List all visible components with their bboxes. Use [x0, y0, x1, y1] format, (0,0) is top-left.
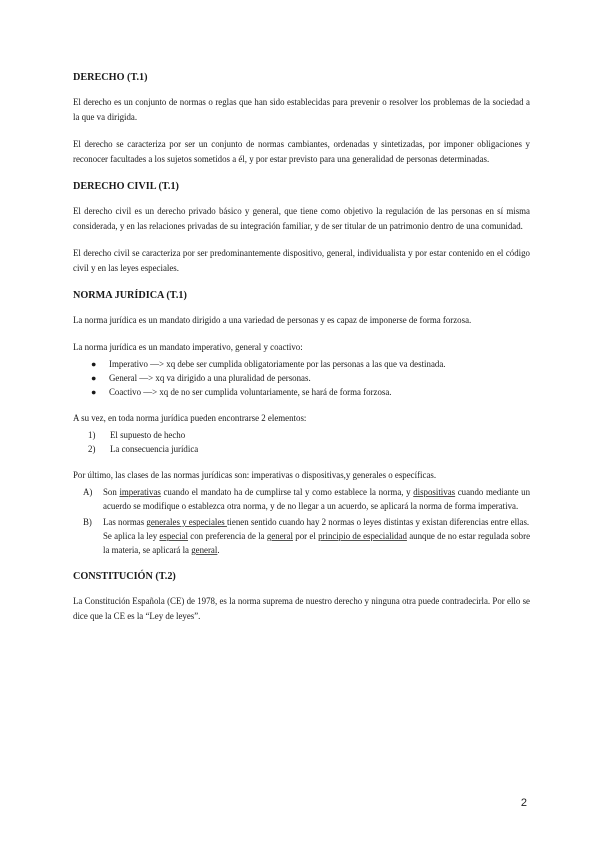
text-run: por el: [293, 531, 319, 541]
heading-derecho: DERECHO (T.1): [73, 72, 148, 83]
underlined-term: dispositivas: [413, 487, 456, 497]
list-item-text: Imperativo —> xq debe ser cumplida obligatoriamente por las personas a las que va destinada.: [109, 359, 446, 369]
paragraph: La Constitución Española (CE) de 1978, es la norma suprema de nuestro derecho y ninguna otra puede contradecirla. Por ello se dice que la CE es la “Ley de leyes”.: [73, 596, 530, 621]
list-item-text: General —> xq va dirigido a una pluralidad de personas.: [109, 373, 311, 383]
text-run: .: [217, 545, 220, 555]
paragraph: El derecho se caracteriza por ser un conjunto de normas cambiantes, ordenadas y sintetizadas, por imponer obligaciones y reconocer facultades a los sujetos sometidos a él, y por estar previsto para una generalidad de personas determinadas.: [73, 139, 530, 164]
elements-list: [73, 428, 530, 456]
paragraph: La norma jurídica es un mandato imperativo, general y coactivo:: [73, 342, 303, 352]
text-run: con preferencia de la: [188, 531, 267, 541]
list-marker: 1): [88, 430, 96, 440]
text-run: aunque de no estar regulada sobre la materia, se aplicará la: [103, 531, 531, 555]
text-run: Las normas: [103, 517, 147, 527]
heading-derecho-civil: DERECHO CIVIL (T.1): [73, 181, 179, 192]
heading-constitucion: CONSTITUCIÓN (T.2): [73, 571, 176, 582]
list-marker: B): [83, 517, 92, 527]
list-item: [88, 428, 530, 442]
list-marker: A): [83, 487, 93, 497]
list-item: [91, 371, 530, 385]
paragraph: La norma jurídica es un mandato dirigido a una variedad de personas y es capaz de imponerse de forma forzosa.: [73, 315, 472, 325]
list-item: [88, 442, 530, 456]
paragraph: El derecho civil se caracteriza por ser predominantemente dispositivo, general, individualista y por estar contenido en el código civil y en las leyes especiales.: [73, 248, 530, 273]
bullet-icon: ●: [91, 373, 97, 383]
paragraph: El derecho civil es un derecho privado básico y general, que tiene como objetivo la regulación de las personas en sí misma considerada, y en las relaciones privadas de su integración familiar, y de ser titular de un patrimonio dentro de una comunidad.: [73, 206, 530, 231]
bullet-icon: ●: [91, 359, 97, 369]
paragraph: Por último, las clases de las normas jurídicas son: imperativas o dispositivas,y generales o específicas.: [73, 470, 437, 480]
heading-norma-juridica: NORMA JURÍDICA (T.1): [73, 290, 187, 301]
underlined-term: general: [266, 531, 294, 541]
list-item: [91, 357, 530, 371]
text-run: Se aplica la ley: [103, 531, 160, 541]
list-item-text: Coactivo —> xq de no ser cumplida voluntariamente, se hará de forma forzosa.: [109, 387, 392, 397]
page-content: [73, 60, 530, 636]
list-item-text: La consecuencia jurídica: [110, 444, 199, 454]
underlined-term: principio de especialidad: [318, 531, 407, 541]
text-run: cuando el mandato ha de cumplirse tal y como establece la norma, y: [160, 487, 414, 497]
underlined-term: general: [191, 545, 218, 555]
paragraph: El derecho es un conjunto de normas o reglas que han sido establecidas para prevenir o resolver los problemas de la sociedad a la que va dirigida.: [73, 97, 530, 122]
characteristics-list: [73, 357, 530, 399]
list-item-a: [73, 485, 530, 513]
text-run: cuando mediante un acuerdo se modifique o establezca otra norma, y de no llegar a un acuerdo, se aplicará la norma de forma imperativa.: [103, 487, 531, 511]
page-number: 2: [520, 797, 527, 809]
paragraph: A su vez, en toda norma jurídica pueden encontrarse 2 elementos:: [73, 413, 307, 423]
underlined-term: generales y especiales: [146, 517, 227, 527]
list-item-text: El supuesto de hecho: [110, 430, 186, 440]
underlined-term: especial: [159, 531, 189, 541]
underlined-term: imperativas: [119, 487, 161, 497]
norm-classes-list: [73, 485, 530, 557]
text-run: tienen sentido cuando hay 2 normas o leyes distintas y existan diferencias entre ellas.: [226, 517, 530, 527]
list-marker: 2): [88, 444, 96, 454]
list-item-b: [73, 515, 530, 557]
text-run: Son: [103, 487, 120, 497]
list-item: [91, 385, 530, 399]
bullet-icon: ●: [91, 387, 97, 397]
